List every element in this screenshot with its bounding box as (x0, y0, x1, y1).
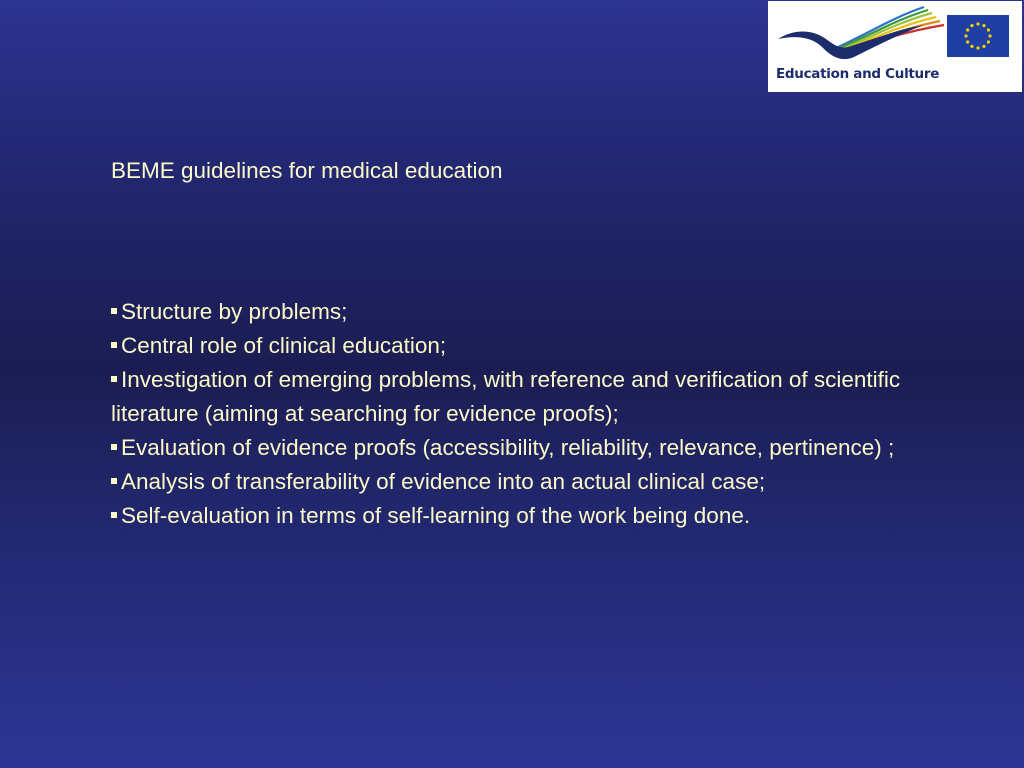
list-item-text: Investigation of emerging problems, with reference and verification of scientific literature (aiming at searching for evidence proofs); (111, 367, 901, 426)
list-item-text: Structure by problems; (121, 299, 348, 324)
square-bullet-icon (111, 444, 117, 450)
list-item (111, 363, 961, 431)
swoosh-logo-icon (774, 3, 946, 63)
square-bullet-icon (111, 478, 117, 484)
list-item (111, 465, 961, 499)
list-item-text: Central role of clinical education; (121, 333, 447, 358)
square-bullet-icon (111, 376, 117, 382)
list-item-text: Evaluation of evidence proofs (accessibility, reliability, relevance, pertinence) ; (121, 435, 895, 460)
eu-flag-icon (947, 15, 1009, 57)
square-bullet-icon (111, 512, 117, 518)
list-item (111, 329, 961, 363)
education-and-culture-logo (768, 1, 1022, 92)
list-item-text: Self-evaluation in terms of self-learning of the work being done. (121, 503, 751, 528)
list-item (111, 431, 961, 465)
bullet-list (111, 295, 961, 533)
list-item-text: Analysis of transferability of evidence into an actual clinical case; (121, 469, 766, 494)
slide-title: BEME guidelines for medical education (111, 158, 503, 183)
square-bullet-icon (111, 308, 117, 314)
list-item (111, 499, 961, 533)
list-item (111, 295, 961, 329)
square-bullet-icon (111, 342, 117, 348)
logo-text: Education and Culture (776, 66, 940, 82)
